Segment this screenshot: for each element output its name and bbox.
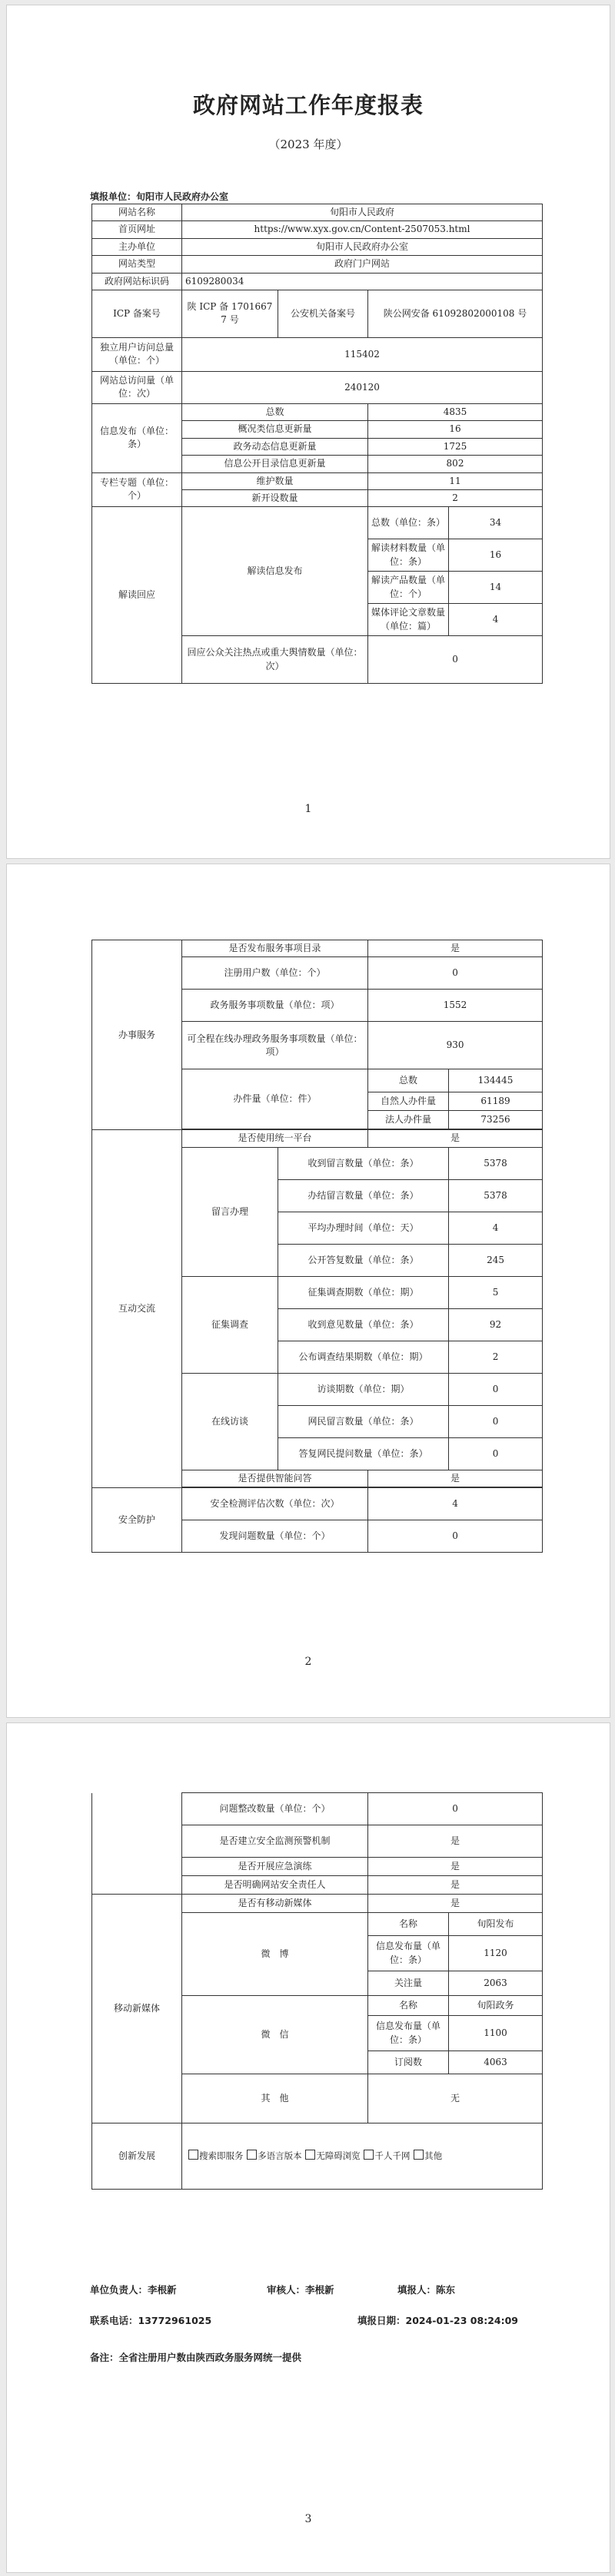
psb-label: 公安机关备案号: [278, 290, 368, 337]
security-fixed-label: 问题整改数量（单位：个）: [182, 1793, 368, 1825]
wechat-name-label: 名称: [368, 1996, 449, 2016]
service-volume-label: 办件量（单位：件）: [182, 1069, 368, 1129]
innovation-checkbox[interactable]: [247, 2150, 257, 2160]
wechat-subs: 4063: [449, 2051, 543, 2074]
service-items: 1552: [368, 990, 543, 1022]
service-users: 0: [368, 957, 543, 990]
weibo-fans: 2063: [449, 1971, 543, 1996]
talk-count-label: 访谈期数（单位：期）: [278, 1373, 449, 1405]
security-issues-label: 发现问题数量（单位：个）: [182, 1520, 368, 1553]
innovation-checkbox[interactable]: [188, 2150, 198, 2160]
service-label: 办事服务: [92, 940, 182, 1130]
talk-count: 0: [449, 1373, 543, 1405]
site-type: 政府门户网站: [182, 256, 543, 273]
security-monitor-label: 是否建立安全监测预警机制: [182, 1825, 368, 1858]
footer-leader: 单位负责人：李根新: [90, 2284, 177, 2296]
service-legal-label: 法人办件量: [368, 1111, 449, 1129]
visits-label: 网站总访问量（单位：次）: [92, 371, 182, 403]
msg-public-label: 公开答复数量（单位：条）: [278, 1244, 449, 1276]
msg-label: 留言办理: [182, 1147, 278, 1276]
msg-days: 4: [449, 1212, 543, 1244]
topic-new: 2: [368, 489, 543, 506]
interpret-media-label: 媒体评论文章数量（单位：篇）: [368, 604, 449, 636]
service-person-label: 自然人办件量: [368, 1092, 449, 1111]
page-number: 1: [304, 803, 312, 815]
topic-new-label: 新开设数量: [182, 489, 368, 506]
smart-label: 是否提供智能问答: [182, 1470, 368, 1487]
report-page-1: [6, 5, 610, 859]
interpret-sub-label: 解读信息发布: [182, 507, 368, 636]
report-table-1: [91, 204, 543, 684]
weibo-name-label: 名称: [368, 1913, 449, 1936]
icp-label: ICP 备案号: [92, 290, 182, 337]
security-test-label: 安全检测评估次数（单位：次）: [182, 1488, 368, 1520]
msg-recv-label: 收到留言数量（单位：条）: [278, 1147, 449, 1179]
msg-done: 5378: [449, 1179, 543, 1212]
wechat-name: 旬阳政务: [449, 1996, 543, 2016]
info-label: 信息发布（单位：条）: [92, 403, 182, 472]
security-test: 4: [368, 1488, 543, 1520]
topic-maintain: 11: [368, 472, 543, 489]
interpret-total: 34: [449, 507, 543, 539]
visits: 240120: [182, 371, 543, 403]
service-person: 61189: [449, 1092, 543, 1111]
service-total-label: 总数: [368, 1069, 449, 1092]
footer-date: 填报日期：2024-01-23 08:24:09: [357, 2315, 518, 2326]
wechat-label: 微 信: [182, 1996, 368, 2074]
visitors-label: 独立用户访问总量（单位：个）: [92, 337, 182, 371]
security-monitor: 是: [368, 1825, 543, 1858]
survey-count-label: 征集调查期数（单位：期）: [278, 1276, 449, 1308]
survey-count: 5: [449, 1276, 543, 1308]
footer-reviewer: 审核人：李根新: [267, 2284, 334, 2296]
fill-unit: 填报单位：旬阳市人民政府办公室: [90, 191, 229, 202]
security-drill-label: 是否开展应急演练: [182, 1858, 368, 1876]
report-page-2: [6, 864, 610, 1718]
security-fixed: 0: [368, 1793, 543, 1825]
innovation-option: 其他: [424, 2150, 443, 2162]
service-users-label: 注册用户数（单位：个）: [182, 957, 368, 990]
weibo-name: 旬阳发布: [449, 1913, 543, 1936]
report-table-2: [91, 940, 543, 1553]
other-media: 无: [368, 2074, 543, 2123]
security-owner: 是: [368, 1876, 543, 1895]
msg-public: 245: [449, 1244, 543, 1276]
service-legal: 73256: [449, 1111, 543, 1129]
info-total: 4835: [368, 403, 543, 420]
info-news: 1725: [368, 438, 543, 455]
media-has: 是: [368, 1895, 543, 1913]
media-has-label: 是否有移动新媒体: [182, 1895, 368, 1913]
info-overview-label: 概况类信息更新量: [182, 421, 368, 438]
topic-maintain-label: 维护数量: [182, 472, 368, 489]
survey-opinion-label: 收到意见数量（单位：条）: [278, 1308, 449, 1341]
interpret-media: 4: [449, 604, 543, 636]
security-owner-label: 是否明确网站安全责任人: [182, 1876, 368, 1895]
weibo-fans-label: 关注量: [368, 1971, 449, 1996]
report-table-3: [91, 1792, 543, 2190]
interpret-total-label: 总数（单位：条）: [368, 507, 449, 539]
psb: 陕公网安备 61092802000108 号: [368, 290, 543, 337]
footer-phone: 联系电话：13772961025: [90, 2315, 212, 2326]
weibo-posts: 1120: [449, 1936, 543, 1971]
info-catalog: 802: [368, 456, 543, 472]
interpret-material-label: 解读材料数量（单位：条）: [368, 539, 449, 572]
host: 旬阳市人民政府办公室: [182, 238, 543, 255]
report-page-3: [6, 1722, 610, 2573]
service-catalog-label: 是否发布服务事项目录: [182, 940, 368, 957]
service-items-label: 政务服务事项数量（单位：项）: [182, 990, 368, 1022]
survey-result: 2: [449, 1341, 543, 1373]
innovation-option: 千人千网: [374, 2150, 411, 2162]
site-url[interactable]: https://www.xyx.gov.cn/Content-2507053.html: [182, 221, 543, 238]
survey-label: 征集调查: [182, 1276, 278, 1373]
interact-platform-label: 是否使用统一平台: [182, 1130, 368, 1147]
footer-note: 备注：全省注册用户数由陕西政务服务网统一提供: [90, 2352, 302, 2363]
info-news-label: 政务动态信息更新量: [182, 438, 368, 455]
info-catalog-label: 信息公开目录信息更新量: [182, 456, 368, 472]
wechat-subs-label: 订阅数: [368, 2051, 449, 2074]
talk-q: 0: [449, 1405, 543, 1437]
innovation-option: 无障碍浏览: [316, 2150, 361, 2162]
innovation-option: 搜索即服务: [199, 2150, 244, 2162]
topic-label: 专栏专题（单位：个）: [92, 472, 182, 507]
interpret-response: 0: [368, 636, 543, 684]
info-total-label: 总数: [182, 403, 368, 420]
innovation-checkbox[interactable]: [364, 2150, 374, 2160]
icp: 陕 ICP 备 17016677 号: [182, 290, 278, 337]
security-drill: 是: [368, 1858, 543, 1876]
survey-opinion: 92: [449, 1308, 543, 1341]
wechat-posts: 1100: [449, 2016, 543, 2051]
interpret-product: 14: [449, 572, 543, 604]
interpret-response-label: 回应公众关注热点或重大舆情数量（单位：次）: [182, 636, 368, 684]
innovation-checkbox[interactable]: [305, 2150, 315, 2160]
service-online: 930: [368, 1022, 543, 1069]
msg-done-label: 办结留言数量（单位：条）: [278, 1179, 449, 1212]
wechat-posts-label: 信息发布量（单位：条）: [368, 2016, 449, 2051]
interpret-material: 16: [449, 539, 543, 572]
security-issues: 0: [368, 1520, 543, 1553]
talk-label: 在线访谈: [182, 1373, 278, 1470]
page-number: 2: [304, 1656, 312, 1668]
weibo-label: 微 博: [182, 1913, 368, 1996]
msg-recv: 5378: [449, 1147, 543, 1179]
interpret-label: 解读回应: [92, 507, 182, 684]
talk-a: 0: [449, 1437, 543, 1470]
host-label: 主办单位: [92, 238, 182, 255]
media-label: 移动新媒体: [92, 1895, 182, 2123]
smart: 是: [368, 1470, 543, 1487]
weibo-posts-label: 信息发布量（单位：条）: [368, 1936, 449, 1971]
other-media-label: 其 他: [182, 2074, 368, 2123]
site-code: 6109280034: [182, 273, 543, 290]
interact-label: 互动交流: [92, 1130, 182, 1488]
info-overview: 16: [368, 421, 543, 438]
talk-q-label: 网民留言数量（单位：条）: [278, 1405, 449, 1437]
interpret-product-label: 解读产品数量（单位：个）: [368, 572, 449, 604]
report-year: （2023 年度）: [268, 138, 348, 151]
site-name: 旬阳市人民政府: [182, 204, 543, 221]
innovation-label: 创新发展: [92, 2123, 182, 2190]
visitors: 115402: [182, 337, 543, 371]
service-catalog: 是: [368, 940, 543, 957]
innovation-option: 多语言版本: [258, 2150, 302, 2162]
innovation-checkbox[interactable]: [414, 2150, 424, 2160]
survey-result-label: 公布调查结果期数（单位：期）: [278, 1341, 449, 1373]
report-title: 政府网站工作年度报表: [192, 92, 424, 118]
innovation-options: [182, 2123, 543, 2190]
msg-days-label: 平均办理时间（单位：天）: [278, 1212, 449, 1244]
security-continued: [92, 1793, 182, 1895]
talk-a-label: 答复网民提问数量（单位：条）: [278, 1437, 449, 1470]
security-label: 安全防护: [92, 1488, 182, 1553]
site-type-label: 网站类型: [92, 256, 182, 273]
service-online-label: 可全程在线办理政务服务事项数量（单位：项）: [182, 1022, 368, 1069]
page-number: 3: [304, 2513, 312, 2525]
footer-filler: 填报人：陈东: [397, 2284, 456, 2296]
service-total: 134445: [449, 1069, 543, 1092]
site-code-label: 政府网站标识码: [92, 273, 182, 290]
site-url-label: 首页网址: [92, 221, 182, 238]
site-name-label: 网站名称: [92, 204, 182, 221]
interact-platform: 是: [368, 1130, 543, 1147]
